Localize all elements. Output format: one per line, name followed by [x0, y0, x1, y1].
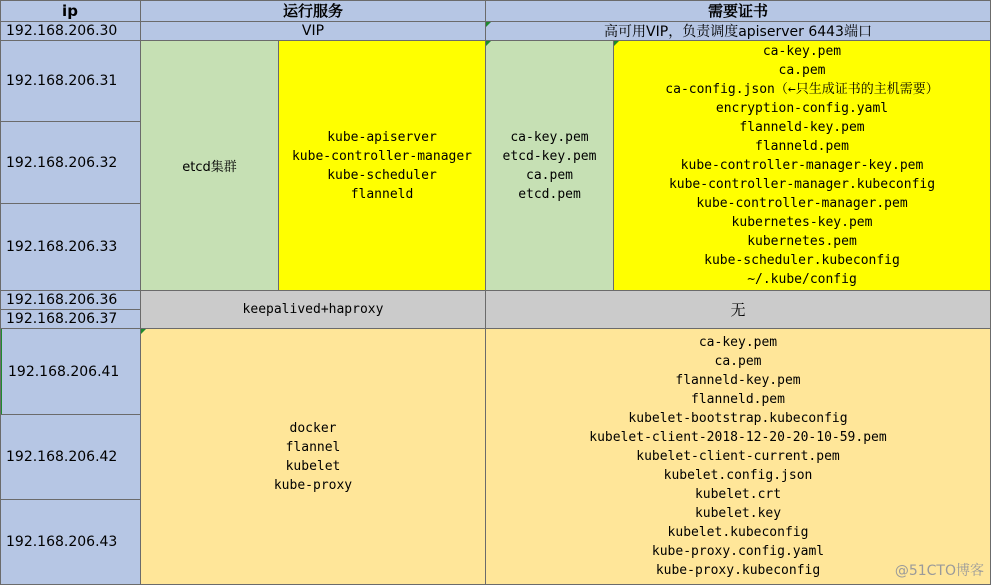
- cert-item: kubelet.kubeconfig: [667, 525, 809, 540]
- ip-cell: 192.168.206.30: [0, 22, 141, 41]
- ip-cell: 192.168.206.33: [0, 204, 141, 291]
- cert-item: flanneld.pem: [755, 139, 849, 154]
- etcd-certs: [486, 41, 614, 291]
- lb-service: keepalived+haproxy: [141, 291, 486, 329]
- comment-marker-icon: [486, 22, 491, 27]
- header-ip: ip: [0, 0, 141, 22]
- service-item: kube-proxy: [273, 477, 353, 493]
- ip-cell: 192.168.206.31: [0, 41, 141, 122]
- lb-cert-text: 无: [730, 301, 746, 319]
- service-item: docker: [289, 420, 337, 436]
- cert-item: etcd.pem: [518, 186, 581, 202]
- cert-item: kube-controller-manager-key.pem: [680, 158, 924, 173]
- cert-item: ca.pem: [526, 167, 573, 183]
- cert-item: kubelet-bootstrap.kubeconfig: [628, 411, 848, 426]
- cert-item: kube-proxy.kubeconfig: [655, 563, 821, 578]
- node-certs: [486, 329, 991, 585]
- vip-service: VIP: [141, 22, 486, 41]
- cert-item: kube-scheduler.kubeconfig: [704, 253, 900, 268]
- service-item: kube-scheduler: [327, 167, 437, 183]
- cert-item: etcd-key.pem: [502, 148, 597, 164]
- vip-cert: 高可用VIP，负责调度apiserver 6443端口: [486, 22, 991, 41]
- header-certs: 需要证书: [486, 0, 991, 22]
- master-certs: [614, 41, 991, 291]
- ip-cell: 192.168.206.32: [0, 122, 141, 204]
- cert-item: flanneld-key.pem: [675, 373, 801, 388]
- service-item: kubelet: [285, 458, 341, 474]
- cert-item: kube-controller-manager.kubeconfig: [668, 177, 936, 192]
- ip-cell: 192.168.206.37: [0, 310, 141, 329]
- watermark: @51CTO博客: [894, 563, 984, 579]
- cert-item: ca.pem: [714, 354, 762, 369]
- service-item: kube-controller-manager: [291, 148, 472, 164]
- cert-item: kubelet-client-current.pem: [636, 449, 840, 464]
- service-item: flannel: [285, 439, 341, 455]
- cert-item: kube-proxy.config.yaml: [651, 544, 825, 559]
- service-item: flanneld: [350, 186, 414, 202]
- cert-item: flanneld.pem: [691, 392, 785, 407]
- cert-item: ca-key.pem: [698, 335, 778, 350]
- cert-item: kubelet.config.json: [663, 468, 813, 483]
- etcd-cluster-text: etcd集群: [182, 160, 237, 175]
- cert-item: kubernetes.pem: [747, 234, 857, 249]
- etcd-cluster-label: [141, 41, 279, 291]
- ip-cell: 192.168.206.42: [0, 415, 141, 500]
- cert-item: kubelet.crt: [694, 487, 782, 502]
- cert-item: kube-controller-manager.pem: [696, 196, 908, 211]
- ip-cell: 192.168.206.43: [0, 500, 141, 585]
- master-services: [279, 41, 486, 291]
- cert-item: flanneld-key.pem: [739, 120, 865, 135]
- header-services: 运行服务: [141, 0, 486, 22]
- cert-item: kubelet-client-2018-12-20-20-10-59.pem: [589, 430, 887, 445]
- cert-item: ca.pem: [778, 63, 826, 78]
- node-services: [141, 329, 486, 585]
- comment-marker-icon: [141, 329, 146, 334]
- cert-item: ca-key.pem: [510, 129, 589, 145]
- cert-item: ca-key.pem: [762, 44, 842, 59]
- ip-cell: 192.168.206.36: [0, 291, 141, 310]
- cert-item: ca-config.json（←只生成证书的主机需要）: [665, 82, 939, 97]
- cert-item: kubelet.key: [694, 506, 782, 521]
- lb-cert: [486, 291, 991, 329]
- comment-marker-icon: [614, 41, 619, 46]
- comment-marker-icon: [486, 41, 491, 46]
- cert-item: ~/.kube/config: [747, 272, 857, 287]
- cert-item: encryption-config.yaml: [715, 101, 889, 116]
- cert-item: kubernetes-key.pem: [731, 215, 873, 230]
- ip-cell: 192.168.206.41: [0, 329, 141, 415]
- service-item: kube-apiserver: [327, 129, 437, 145]
